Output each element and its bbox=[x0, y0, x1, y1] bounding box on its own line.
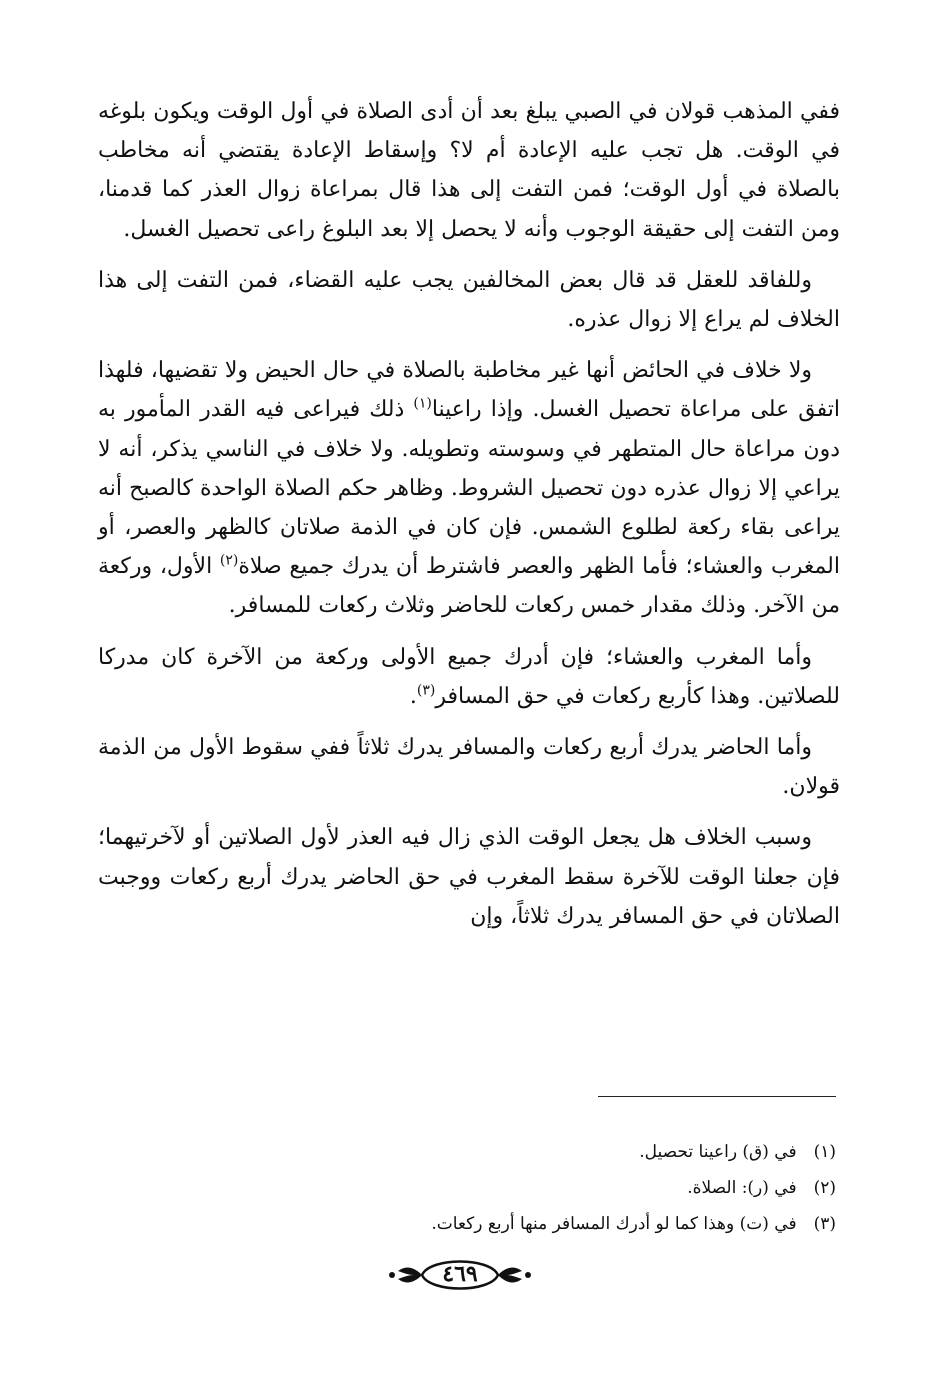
paragraph-text: وللفاقد للعقل قد قال بعض المخالفين يجب عليه القضاء، فمن التفت إلى هذا الخلاف لم يراع إلا زوال عذره. bbox=[98, 267, 840, 333]
paragraph-text: وأما الحاضر يدرك أربع ركعات والمسافر يدرك ثلاثاً ففي سقوط الأول من الذمة قولان. bbox=[98, 735, 840, 800]
footnote-marker: (٢) bbox=[219, 552, 239, 569]
paragraph bbox=[98, 351, 840, 625]
paragraph-text: وسبب الخلاف هل يجعل الوقت الذي زال فيه العذر لأول الصلاتين أو لآخرتيهما؛ فإن جعلنا الوقت للآخرة سقط المغرب في حق الحاضر يدرك أربع ركعات ووجبت الصلاتان في حق المسافر يدرك ثلاثاً، وإن bbox=[98, 825, 840, 929]
paragraph bbox=[98, 92, 840, 249]
main-text bbox=[98, 92, 840, 948]
footnote-text: في (ت) وهذا كما لو أدرك المسافر منها أربع ركعات. bbox=[431, 1214, 797, 1234]
paragraph-text: وأما المغرب والعشاء؛ فإن أدرك جميع الأولى وركعة من الآخرة كان مدركا للصلاتين. وهذا كأربع ركعات في حق المسافر bbox=[98, 644, 840, 709]
paragraph bbox=[98, 818, 840, 936]
paragraph bbox=[98, 261, 840, 339]
paragraph bbox=[98, 728, 840, 806]
paragraph-text: ولا خلاف في الحائض أنها غير مخاطبة بالصلاة في حال الحيض ولا تقضيها، فلهذا اتفق على مراعاة تحصيل الغسل. وإذا راعينا bbox=[98, 358, 840, 423]
footnote-text: في (ر): الصلاة. bbox=[687, 1178, 797, 1198]
paragraph-text: . bbox=[409, 683, 417, 709]
footnote-marker: (٣) bbox=[416, 682, 436, 699]
footnote-text: في (ق) راعينا تحصيل. bbox=[639, 1142, 797, 1162]
footnote-number: (٢) bbox=[813, 1178, 836, 1198]
footnote-separator bbox=[598, 1096, 836, 1097]
footnote-number: (١) bbox=[813, 1142, 836, 1162]
paragraph-text: ذلك فيراعى فيه القدر المأمور به دون مراعاة حال المتطهر في وسوسته وتطويله. ولا خلاف في الناسي يذكر، أنه لا يراعي إلا زوال عذره دون تحصيل الشروط. وظاهر حكم الصلاة الواحدة كالصبح أنه يراعى بقاء ركعة لطلوع الشمس. فإن كان في الذمة صلاتان كالظهر والعصر، أو المغرب والعشاء؛ فأما الظهر والعصر فاشترط أن يدرك جميع صلاة bbox=[98, 397, 841, 580]
paragraph-text: ففي المذهب قولان في الصبي يبلغ بعد أن أدى الصلاة في أول الوقت ويكون بلوغه في الوقت. هل تجب عليه الإعادة أم لا؟ وإسقاط الإعادة يقتضي أنه مخاطب بالصلاة في أول الوقت؛ فمن التفت إلى هذا قال بمراعاة زوال العذر كما قدمنا، ومن التفت إلى حقيقة الوجوب وأنه لا يحصل إلا بعد البلوغ راعى تحصيل الغسل. bbox=[98, 99, 840, 242]
footnote-number: (٣) bbox=[813, 1214, 836, 1234]
footnote-3 bbox=[300, 1206, 836, 1242]
footnote-2 bbox=[300, 1170, 836, 1206]
footnotes bbox=[300, 1134, 836, 1242]
paragraph bbox=[98, 638, 840, 716]
paragraph-text: الأول، وركعة من الآخر. وذلك مقدار خمس ركعات للحاضر وثلاث ركعات للمسافر. bbox=[98, 554, 840, 619]
footnote-1 bbox=[300, 1134, 836, 1170]
page-number: ٤٦٩ bbox=[442, 1261, 478, 1287]
footnote-marker: (١) bbox=[413, 396, 432, 413]
